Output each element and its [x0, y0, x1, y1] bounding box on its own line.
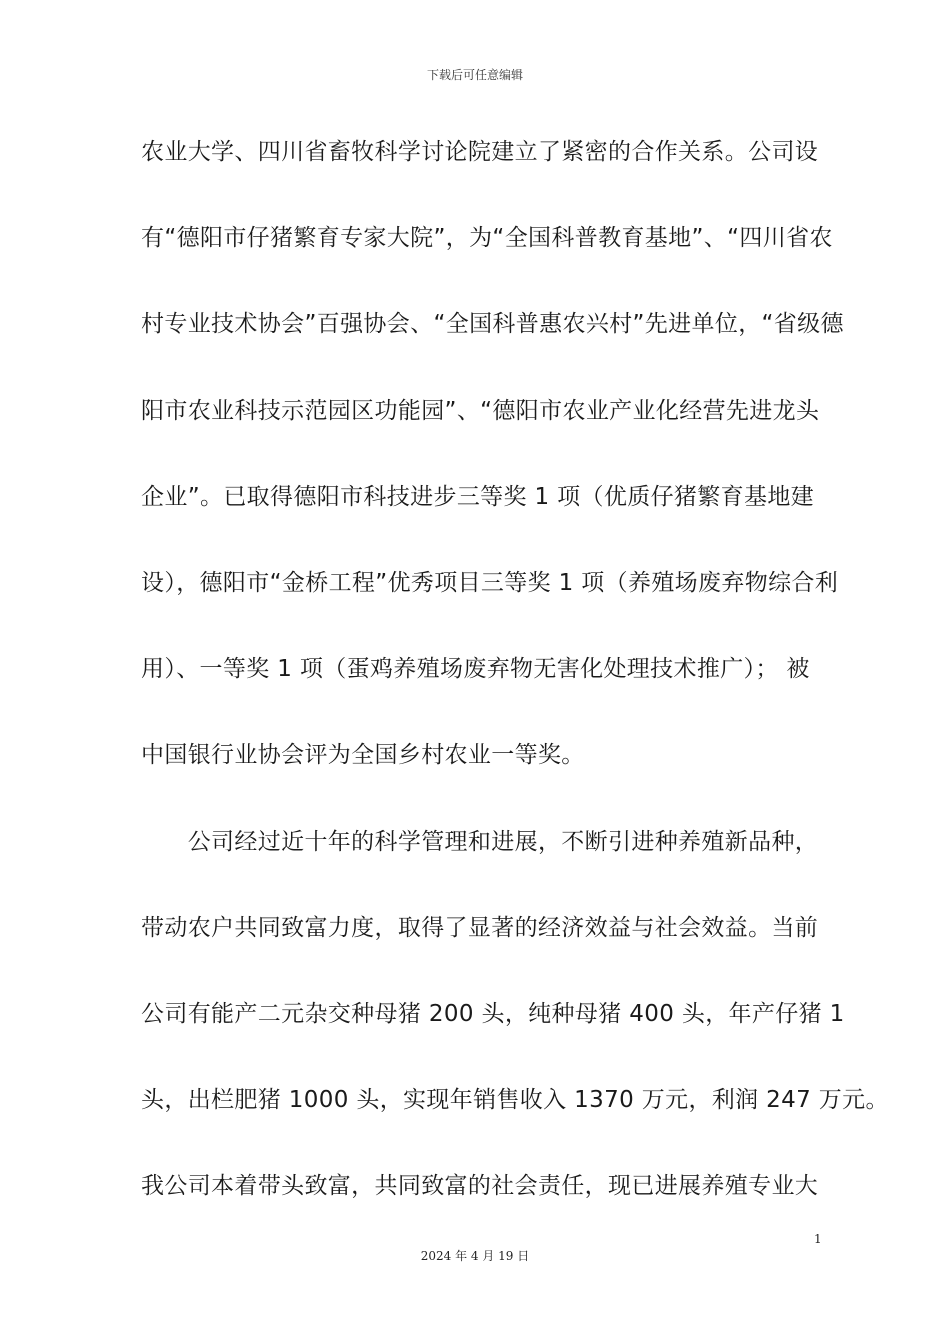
text-line: 企业”。已取得德阳市科技进步三等奖 1 项（优质仔猪繁育基地建 — [141, 483, 815, 510]
text-line: 用）、一等奖 1 项（蛋鸡养殖场废弃物无害化处理技术推广）； 被 — [141, 656, 810, 683]
page-footer-date: 2024 年 4 月 19 日 — [420, 1249, 530, 1263]
text-line: 有“德阳市仔猪繁育专家大院”，为“全国科普教育基地”、“四川省农 — [141, 225, 833, 252]
page-number: 1 — [814, 1232, 822, 1246]
body-text — [141, 129, 889, 1249]
page-header: 下载后可任意编辑 — [426, 68, 523, 82]
text-line: 公司经过近十年的科学管理和进展，不断引进种养殖新品种， — [141, 828, 819, 855]
text-line: 带动农户共同致富力度，取得了显著的经济效益与社会效益。当前 — [141, 914, 819, 941]
text-line: 阳市农业科技示范园区功能园”、“德阳市农业产业化经营先进龙头 — [141, 397, 820, 424]
text-line: 村专业技术协会”百强协会、“全国科普惠农兴村”先进单位，“省级德 — [141, 311, 844, 338]
text-line: 农业大学、四川省畜牧科学讨论院建立了紧密的合作关系。公司设 — [141, 139, 819, 165]
text-line: 头，出栏肥猪 1000 头，实现年销售收入 1370 万元，利润 247 万元。 — [141, 1087, 889, 1114]
text-line: 公司有能产二元杂交种母猪 200 头，纯种母猪 400 头，年产仔猪 1 — [141, 1000, 845, 1027]
text-line: 中国银行业协会评为全国乡村农业一等奖。 — [141, 742, 585, 769]
text-line: 我公司本着带头致富，共同致富的社会责任，现已进展养殖专业大 — [141, 1173, 819, 1200]
text-line: 设），德阳市“金桥工程”优秀项目三等奖 1 项（养殖场废弃物综合利 — [141, 569, 839, 596]
